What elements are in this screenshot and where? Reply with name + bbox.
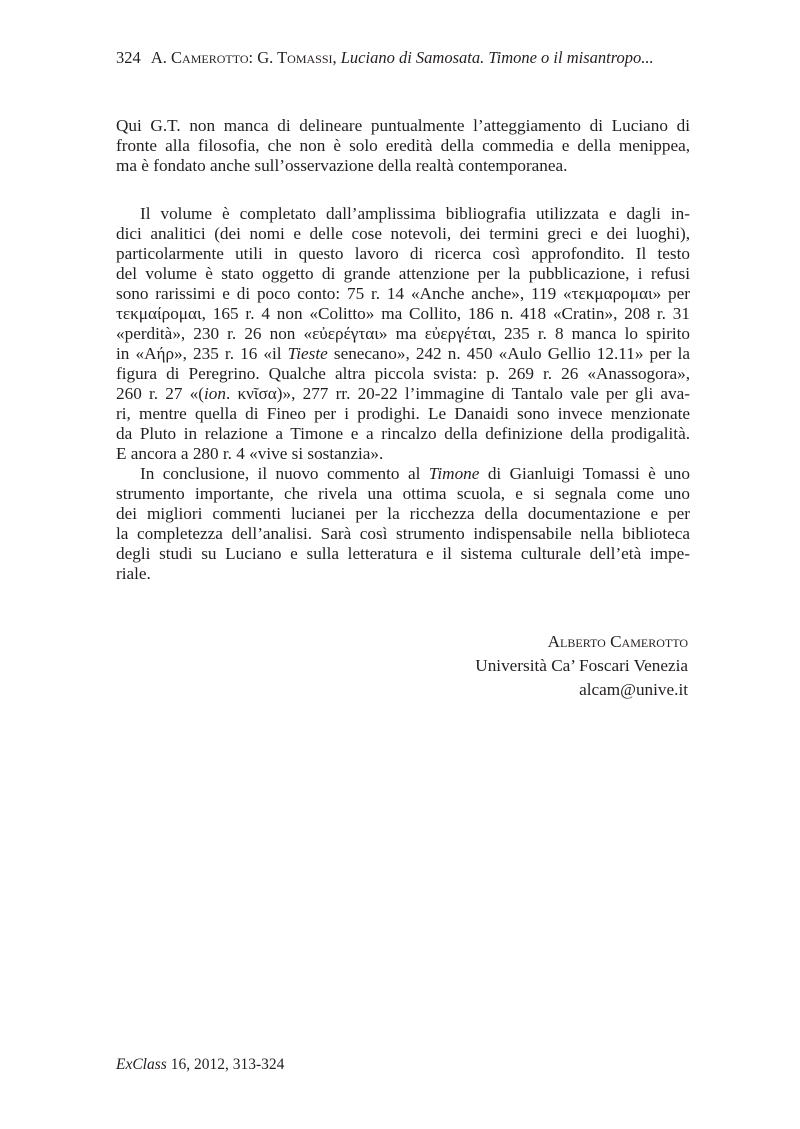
text-line [116,136,690,156]
text-segment: Qui G.T. non manca di delineare puntualmente l’atteggiamento di Luciano di [116,116,690,135]
text-line [116,304,690,324]
text-segment: 260 r. 27 «( [116,384,204,403]
text-segment: da Pluto in relazione a Timone e a rincalzo della definizione della prodigalità. [116,424,690,443]
text-line [116,384,690,404]
text-segment: τεκμαίρομαι, 165 r. 4 non «Colitto» ma Collito, 186 n. 418 «Cratin», 208 r. 31 [116,304,690,323]
text-line [116,156,690,176]
footer-details: 16, 2012, 313-324 [170,1056,285,1073]
text-segment: particolarmente utili in questo lavoro di ricerca così approfondito. Il testo [116,244,690,263]
text-line [116,116,690,136]
text-segment: sono rarissimi e di poco conto: 75 r. 14 «Anche anche», 119 «τεκμαρομαι» per [116,284,690,303]
text-line [116,404,690,424]
text-segment: . κνῖσα)», 277 rr. 20-22 l’immagine di Tantalo vale per gli ava- [225,384,690,403]
text-line [116,244,690,264]
text-segment: senecano», 242 n. 450 «Aulo Gellio 12.11» per la [327,344,690,363]
signature-email[interactable]: alcam@unive.it [579,680,688,699]
paragraph [116,116,690,176]
text-line [116,324,690,344]
text-line [116,544,690,564]
text-segment: fronte alla filosofia, che non è solo eredità della commedia e della menippea, [116,136,690,155]
paragraph [116,464,690,584]
text-line [116,444,690,464]
text-segment: Il volume è completato dall’amplissima bibliografia utilizzata e dagli in- [140,204,690,223]
text-line [116,204,690,224]
text-line [116,264,690,284]
text-segment: «perdità», 230 r. 26 non «εὐερέγται» ma εὐεργέται, 235 r. 8 manca lo spirito [116,324,690,343]
running-header [116,48,654,68]
paragraph-gap [116,176,690,204]
text-line [116,364,690,384]
text-line [116,224,690,244]
text-segment: strumento importante, che rivela una ottima scuola, e si segnala come uno [116,484,690,503]
italic-text: ion [203,384,226,403]
text-segment: in «Aήρ», 235 r. 16 «il [116,344,288,363]
text-segment: ri, mentre quella di Fineo per i prodighi. Le Danaidi sono invece menzionate [116,404,690,423]
text-line [116,484,690,504]
text-segment: la completezza dell’analisi. Sarà così strumento indispensabile nella biblioteca [116,524,690,543]
text-segment: In conclusione, il nuovo commento al [140,464,429,483]
signature-block [475,630,688,702]
italic-text: Timone [428,464,480,483]
text-segment: del volume è stato oggetto di grande attenzione per la pubblicazione, i refusi [116,264,690,283]
text-segment: degli studi su Luciano e sulla letteratura e il sistema culturale dell’età impe- [116,544,690,563]
text-segment: E ancora a 280 r. 4 «vive si sostanzia». [116,444,384,463]
signature-name: Alberto Camerotto [547,632,688,651]
text-segment: figura di Peregrino. Qualche altra piccola svista: p. 269 r. 26 «Anassogora», [116,364,690,383]
header-title: Luciano di Samosata. Timone o il misantropo... [340,48,654,67]
text-line [116,564,690,584]
text-line [116,344,690,364]
text-segment: dici analitici (dei nomi e delle cose notevoli, dei termini greci e dei luoghi), [116,224,690,243]
italic-text: Tieste [287,344,328,363]
text-line [116,464,690,484]
text-segment: ma è fondato anche sull’osservazione della realtà contemporanea. [116,156,568,175]
footer-citation [116,1056,284,1074]
text-segment: riale. [116,564,151,583]
footer-journal: ExClass [116,1056,167,1073]
text-line [116,424,690,444]
signature-affiliation: Università Ca’ Foscari Venezia [475,656,688,675]
paragraph [116,204,690,464]
text-line [116,524,690,544]
text-line [116,284,690,304]
header-authors: A. Camerotto: G. Tomassi, [150,48,337,67]
review-body [116,116,690,584]
text-line [116,504,690,524]
page-number: 324 [116,48,141,67]
text-segment: di Gianluigi Tomassi è uno [479,464,690,483]
text-segment: dei migliori commenti lucianei per la ricchezza della documentazione e per [116,504,690,523]
